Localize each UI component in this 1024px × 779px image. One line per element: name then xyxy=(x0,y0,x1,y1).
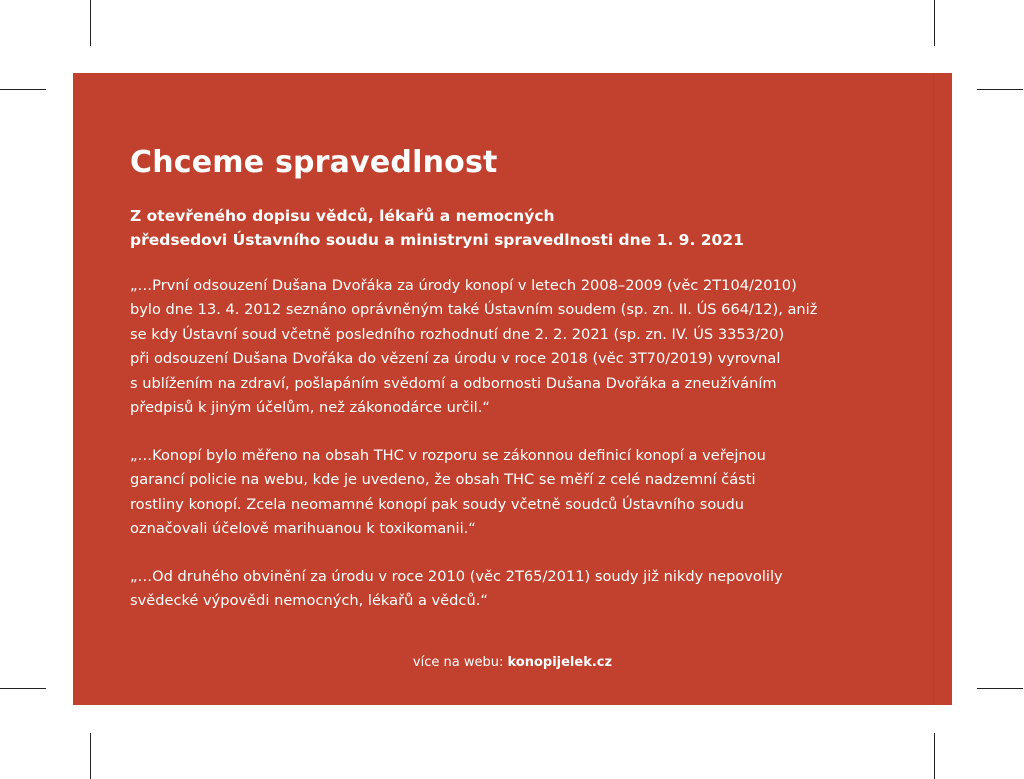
quote-paragraph-1 xyxy=(130,274,817,420)
quote-line: garancí policie na webu, kde je uvedeno, že obsah THC se měří z celé nadzemní části xyxy=(130,471,756,489)
quote-line: bylo dne 13. 4. 2012 seznáno oprávněným také Ústavním soudem (sp. zn. II. ÚS 664/12), aniž xyxy=(130,301,818,319)
website-link[interactable]: konopijelek.cz xyxy=(507,655,613,670)
quote-line: předpisů k jiným účelům, než zákonodárce určil.“ xyxy=(130,399,490,417)
quote-line: při odsouzení Dušana Dvořáka do vězení za úrodu v roce 2018 (věc 3T70/2019) vyrovnal xyxy=(130,350,781,368)
flyer-subtitle xyxy=(130,204,744,252)
quote-line: svědecké výpovědi nemocných, lékařů a vědců.“ xyxy=(130,592,488,610)
crop-mark-left-top xyxy=(0,89,46,90)
footer xyxy=(73,655,952,670)
flyer-card xyxy=(73,73,952,705)
quote-line: rostliny konopí. Zcela neomamné konopí pak soudy včetně soudců Ústavního soudu xyxy=(130,495,745,513)
quote-line: „…První odsouzení Dušana Dvořáka za úrody konopí v letech 2008–2009 (věc 2T104/2010) xyxy=(130,277,797,294)
crop-mark-top-right xyxy=(934,0,935,46)
crop-mark-right-top xyxy=(977,89,1023,90)
quote-line: se kdy Ústavní soud včetně posledního rozhodnutí dne 2. 2. 2021 (sp. zn. IV. ÚS 3353/20) xyxy=(130,325,785,343)
quote-line: označovali účelově marihuanou k toxikomanii.“ xyxy=(130,520,476,538)
crop-mark-bottom-left xyxy=(90,733,91,779)
crop-mark-top-left xyxy=(90,0,91,46)
crop-mark-right-bottom xyxy=(977,688,1023,689)
quote-line: „…Od druhého obvinění za úrodu v roce 2010 (věc 2T65/2011) soudy již nikdy nepovolily xyxy=(130,568,783,585)
subtitle-line: předsedovi Ústavního soudu a ministryni spravedlnosti dne 1. 9. 2021 xyxy=(130,231,744,249)
bleed-line xyxy=(933,73,934,705)
crop-mark-left-bottom xyxy=(0,688,46,689)
quote-paragraph-2 xyxy=(130,444,766,542)
flyer-title: Chceme spravedlnost xyxy=(130,145,498,180)
footer-prefix: více na webu: xyxy=(412,655,508,670)
subtitle-line: Z otevřeného dopisu vědců, lékařů a nemocných xyxy=(130,207,555,225)
quote-paragraph-3 xyxy=(130,565,783,614)
quote-line: „…Konopí bylo měřeno na obsah THC v rozporu se zákonnou definicí konopí a veřejnou xyxy=(130,447,766,464)
quote-line: s ublížením na zdraví, pošlapáním svědomí a odbornosti Dušana Dvořáka a zneužíváním xyxy=(130,374,777,392)
crop-mark-bottom-right xyxy=(934,733,935,779)
